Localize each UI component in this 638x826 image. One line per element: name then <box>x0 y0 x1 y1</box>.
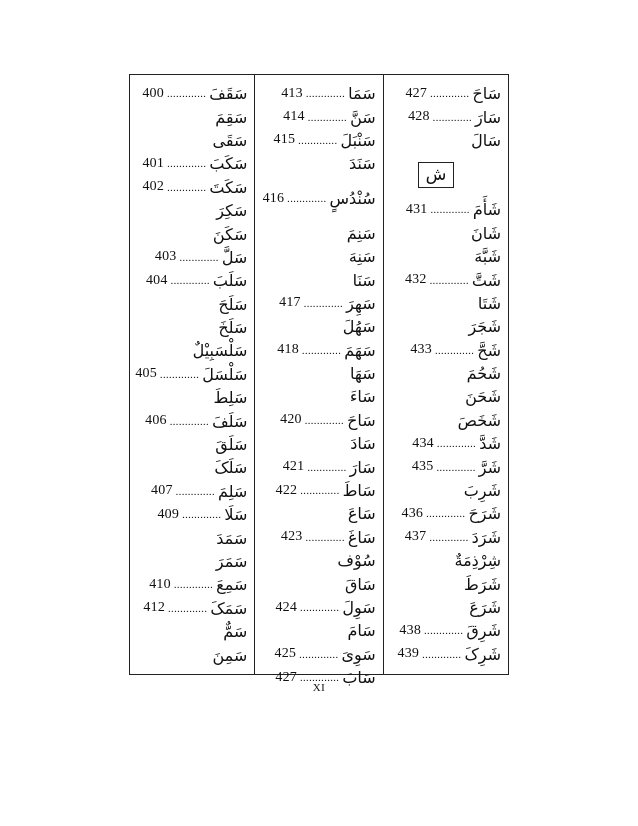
arabic-word: سَکَنَ <box>212 224 248 244</box>
page-number: 425 <box>274 646 297 662</box>
arabic-word: شَحَّ <box>477 340 502 360</box>
arabic-word: سَمِنَ <box>212 645 248 665</box>
leader-dots: ............. <box>304 415 345 427</box>
arabic-word: شَحُمَ <box>466 364 502 384</box>
leader-dots: ............. <box>303 298 344 310</box>
arabic-word: سَمَرَ <box>215 552 248 571</box>
page-number: 410 <box>149 576 171 592</box>
arabic-word: سَلَخَ <box>218 318 248 338</box>
arabic-word: شَبَّهَ <box>474 247 502 267</box>
page-number: 415 <box>273 132 296 148</box>
section-header <box>384 152 508 198</box>
arabic-word: سَمٌّ <box>223 622 248 642</box>
index-entry <box>255 455 382 478</box>
index-entry <box>255 619 382 642</box>
arabic-word: سَقِمَ <box>215 107 248 127</box>
index-entry <box>384 129 508 152</box>
arabic-word: سَلْسَبِیْلٌ <box>192 341 248 361</box>
index-entry <box>130 550 254 573</box>
leader-dots: ............. <box>300 486 340 498</box>
arabic-word: سَامَ <box>347 621 376 641</box>
index-entry <box>255 549 382 572</box>
arabic-word: شَحَنَ <box>465 387 502 407</box>
page-number: 402 <box>142 179 165 195</box>
leader-dots: ............. <box>287 194 327 206</box>
index-entry <box>255 596 382 619</box>
page-number: 406 <box>145 413 167 429</box>
index-entry <box>384 596 508 619</box>
page-number: 400 <box>142 85 164 101</box>
arabic-word: شِرْذِمَةٌ <box>454 551 502 571</box>
index-entry <box>130 152 254 175</box>
index-entry <box>255 409 382 432</box>
index-entry <box>384 572 508 595</box>
page-number: 403 <box>154 249 177 265</box>
page-number: 434 <box>412 435 434 451</box>
index-entry <box>130 222 254 245</box>
leader-dots: ............. <box>168 603 208 615</box>
index-entry <box>255 222 382 245</box>
leader-dots: ............. <box>300 673 340 685</box>
index-entry <box>130 643 254 666</box>
index-entry <box>384 643 508 666</box>
arabic-word: سَنْبَلَ <box>340 130 376 150</box>
arabic-word: سَاغَ <box>347 527 376 547</box>
arabic-word: سَکَبَ <box>209 154 248 174</box>
arabic-word: سَنِمَ <box>346 223 376 243</box>
leader-dots: ............. <box>300 603 340 614</box>
arabic-word: شَرَدَ <box>471 527 502 547</box>
leader-dots: ............. <box>169 416 210 428</box>
index-entry <box>130 620 254 643</box>
leader-dots: ............. <box>426 509 466 521</box>
page-number: 414 <box>283 109 305 125</box>
arabic-word: سَاعَ <box>347 504 376 524</box>
page-number: 427 <box>275 669 297 685</box>
index-entry <box>255 105 382 128</box>
arabic-word: سَمَدَ <box>216 528 248 548</box>
arabic-word: سَهَا <box>350 364 376 384</box>
index-entry <box>255 643 382 666</box>
page-number: 413 <box>281 85 303 101</box>
arabic-word: سَاحَ <box>472 84 502 104</box>
index-entry <box>255 572 382 595</box>
arabic-word: سَقَفَ <box>209 84 248 104</box>
index-entry <box>255 152 382 175</box>
arabic-word: سَلْسَلَ <box>202 364 248 384</box>
arabic-word: سَقَی <box>212 130 248 150</box>
page-number: 424 <box>275 599 298 615</box>
arabic-word: شَرَطَ <box>463 574 502 594</box>
index-entry <box>384 245 508 268</box>
page-number: 439 <box>397 646 420 662</box>
index-entry <box>384 82 508 105</box>
arabic-word: شَرَّ <box>478 457 502 477</box>
arabic-word: سَلَبَ <box>212 271 248 291</box>
arabic-word: سَنِهَ <box>348 247 376 267</box>
arabic-word: سَلَکَ <box>214 458 248 478</box>
arabic-word: سَاحَ <box>347 410 376 430</box>
index-entry <box>384 105 508 128</box>
arabic-word: سَلِطَ <box>213 388 248 408</box>
index-entry <box>255 82 382 105</box>
index-entry <box>384 619 508 642</box>
arabic-word: سَارَ <box>475 107 502 127</box>
index-entry <box>255 479 382 502</box>
index-entry <box>384 549 508 572</box>
arabic-word: شَأَمَ <box>472 200 502 220</box>
index-entry <box>384 526 508 549</box>
leader-dots: ............. <box>159 369 200 381</box>
arabic-word: سَارَ <box>349 457 376 477</box>
index-entry <box>255 129 382 152</box>
arabic-word: سَمَکَ <box>210 598 248 618</box>
index-entry <box>384 502 508 525</box>
page-number: 416 <box>262 190 285 206</box>
index-entry <box>130 480 254 503</box>
index-entry <box>255 245 382 268</box>
leader-dots: ............. <box>167 182 207 194</box>
leader-dots: ............. <box>436 439 477 451</box>
section-letter-box: ش <box>418 162 454 188</box>
index-entry <box>130 597 254 620</box>
arabic-word: شَرِکَ <box>464 644 502 664</box>
index-column-3 <box>384 75 508 674</box>
index-entry <box>384 315 508 338</box>
page-number: 433 <box>410 342 432 358</box>
index-entry <box>130 269 254 292</box>
leader-dots: ............. <box>175 486 215 498</box>
leader-dots: ............. <box>307 112 348 124</box>
leader-dots: ............. <box>305 532 345 544</box>
index-entry <box>384 362 508 385</box>
page-number: 407 <box>151 483 173 499</box>
page-number: 436 <box>401 505 424 521</box>
page-number-footer: XI <box>312 682 326 694</box>
arabic-word: شَتَّ <box>471 270 502 290</box>
index-entry <box>384 479 508 502</box>
index-entry <box>130 409 254 432</box>
arabic-word: سَلِمَ <box>217 481 248 501</box>
leader-dots: ............. <box>298 135 338 147</box>
arabic-word: سَاءَ <box>349 387 376 407</box>
arabic-word: سَوِیَ <box>341 644 376 664</box>
page-number: 417 <box>279 295 301 311</box>
arabic-word: سَنَا <box>352 270 376 290</box>
arabic-word: شَرِبَ <box>463 481 502 501</box>
arabic-word: سَلَقَ <box>215 435 248 455</box>
leader-dots: ............. <box>170 276 210 288</box>
index-entry <box>384 339 508 362</box>
leader-dots: ............. <box>430 205 470 217</box>
page-number: 431 <box>405 201 428 217</box>
index-entry <box>384 385 508 408</box>
index-column-1 <box>130 75 255 674</box>
index-entry <box>130 386 254 409</box>
leader-dots: ............. <box>307 462 347 474</box>
index-entry <box>255 315 382 338</box>
leader-dots: ............. <box>301 345 342 357</box>
leader-dots: ............. <box>305 89 346 101</box>
arabic-word: سَهُلَ <box>342 317 376 337</box>
index-entry <box>130 246 254 269</box>
leader-dots: ............. <box>173 580 214 592</box>
leader-dots: ............. <box>432 112 472 124</box>
arabic-word: شَرَحَ <box>468 504 502 524</box>
arabic-word: سَلَّ <box>221 247 248 267</box>
index-entry <box>384 268 508 291</box>
index-entry <box>255 385 382 408</box>
index-entry <box>384 455 508 478</box>
arabic-word: سَمِعَ <box>216 575 248 595</box>
index-entry <box>384 409 508 432</box>
arabic-word: سَالَ <box>471 130 502 150</box>
index-entry <box>384 292 508 315</box>
index-entry <box>130 503 254 526</box>
leader-dots: ............. <box>167 159 207 171</box>
leader-dots: ............. <box>424 626 464 638</box>
index-entry <box>130 433 254 456</box>
page-number: 427 <box>405 85 428 101</box>
index-entry <box>130 573 254 596</box>
index-entry <box>255 176 382 222</box>
index-entry <box>130 456 254 479</box>
arabic-word: شَرِقَ <box>466 621 502 641</box>
arabic-word: سَوِلَ <box>342 598 376 617</box>
leader-dots: ............. <box>422 649 462 661</box>
index-entry <box>255 339 382 362</box>
leader-dots: ............. <box>429 532 469 544</box>
leader-dots: ............. <box>429 275 469 287</box>
arabic-word: سُنْدُسٍ <box>329 189 376 209</box>
arabic-word: سَنَّ <box>350 107 376 127</box>
page-number: 401 <box>142 155 165 171</box>
page-number: 405 <box>135 366 157 382</box>
arabic-word: شَدَّ <box>479 434 502 454</box>
page-number: 412 <box>143 600 166 616</box>
arabic-word: شَجَرَ <box>468 317 502 337</box>
arabic-word: سُوْف <box>337 551 376 571</box>
arabic-word: شَانَ <box>470 223 502 243</box>
leader-dots: ............. <box>299 649 339 661</box>
arabic-word: شَخَصَ <box>457 410 502 430</box>
page-number: 404 <box>145 272 168 288</box>
arabic-word: سَنَدَ <box>349 154 376 174</box>
index-entry <box>255 268 382 291</box>
arabic-word: سَمَا <box>348 84 376 104</box>
index-entry <box>255 292 382 315</box>
index-entry <box>384 198 508 221</box>
arabic-word: سَکَتَ <box>209 177 248 197</box>
index-entry <box>130 293 254 316</box>
leader-dots: ............. <box>436 462 476 474</box>
arabic-word: سَابَ <box>342 668 376 688</box>
index-entry <box>130 129 254 152</box>
index-entry <box>130 316 254 339</box>
index-entry <box>130 105 254 128</box>
arabic-word: سَهَمَ <box>344 340 376 360</box>
arabic-word: سَاقَ <box>344 574 376 594</box>
arabic-word: سَلَفَ <box>212 411 248 431</box>
index-entry <box>255 526 382 549</box>
index-entry <box>255 362 382 385</box>
arabic-word: سَلَحَ <box>218 294 248 314</box>
index-entry <box>255 432 382 455</box>
page-number: 420 <box>280 412 302 428</box>
page-number: 438 <box>399 622 422 638</box>
arabic-word: شَتَا <box>477 293 502 313</box>
index-entry <box>130 363 254 386</box>
leader-dots: ............. <box>166 89 207 101</box>
page-number: 421 <box>282 459 305 475</box>
arabic-word: سَهِرَ <box>346 293 376 313</box>
index-entry <box>130 339 254 362</box>
page-number: 423 <box>280 529 303 545</box>
arabic-word: سَکِرَ <box>216 201 248 221</box>
page-number: 428 <box>408 109 430 125</box>
index-entry <box>130 199 254 222</box>
page-number: 418 <box>277 342 299 358</box>
index-entry <box>255 502 382 525</box>
arabic-word: سَاطَ <box>342 481 376 501</box>
page-number: 432 <box>404 272 427 288</box>
arabic-word: سَلَا <box>224 505 248 525</box>
index-entry <box>130 82 254 105</box>
index-entry <box>130 176 254 199</box>
leader-dots: ............. <box>182 510 222 522</box>
leader-dots: ............. <box>434 345 475 357</box>
leader-dots: ............. <box>430 89 470 101</box>
page-number: 437 <box>404 529 427 545</box>
index-entry <box>384 432 508 455</box>
page-number: 422 <box>275 482 298 498</box>
index-entry <box>130 526 254 549</box>
arabic-word: سَادَ <box>350 434 376 454</box>
leader-dots: ............. <box>179 252 219 264</box>
page-number: 409 <box>157 506 180 522</box>
index-entry <box>384 222 508 245</box>
arabic-word: شَرَعَ <box>469 598 502 617</box>
page-number: 435 <box>411 459 434 475</box>
